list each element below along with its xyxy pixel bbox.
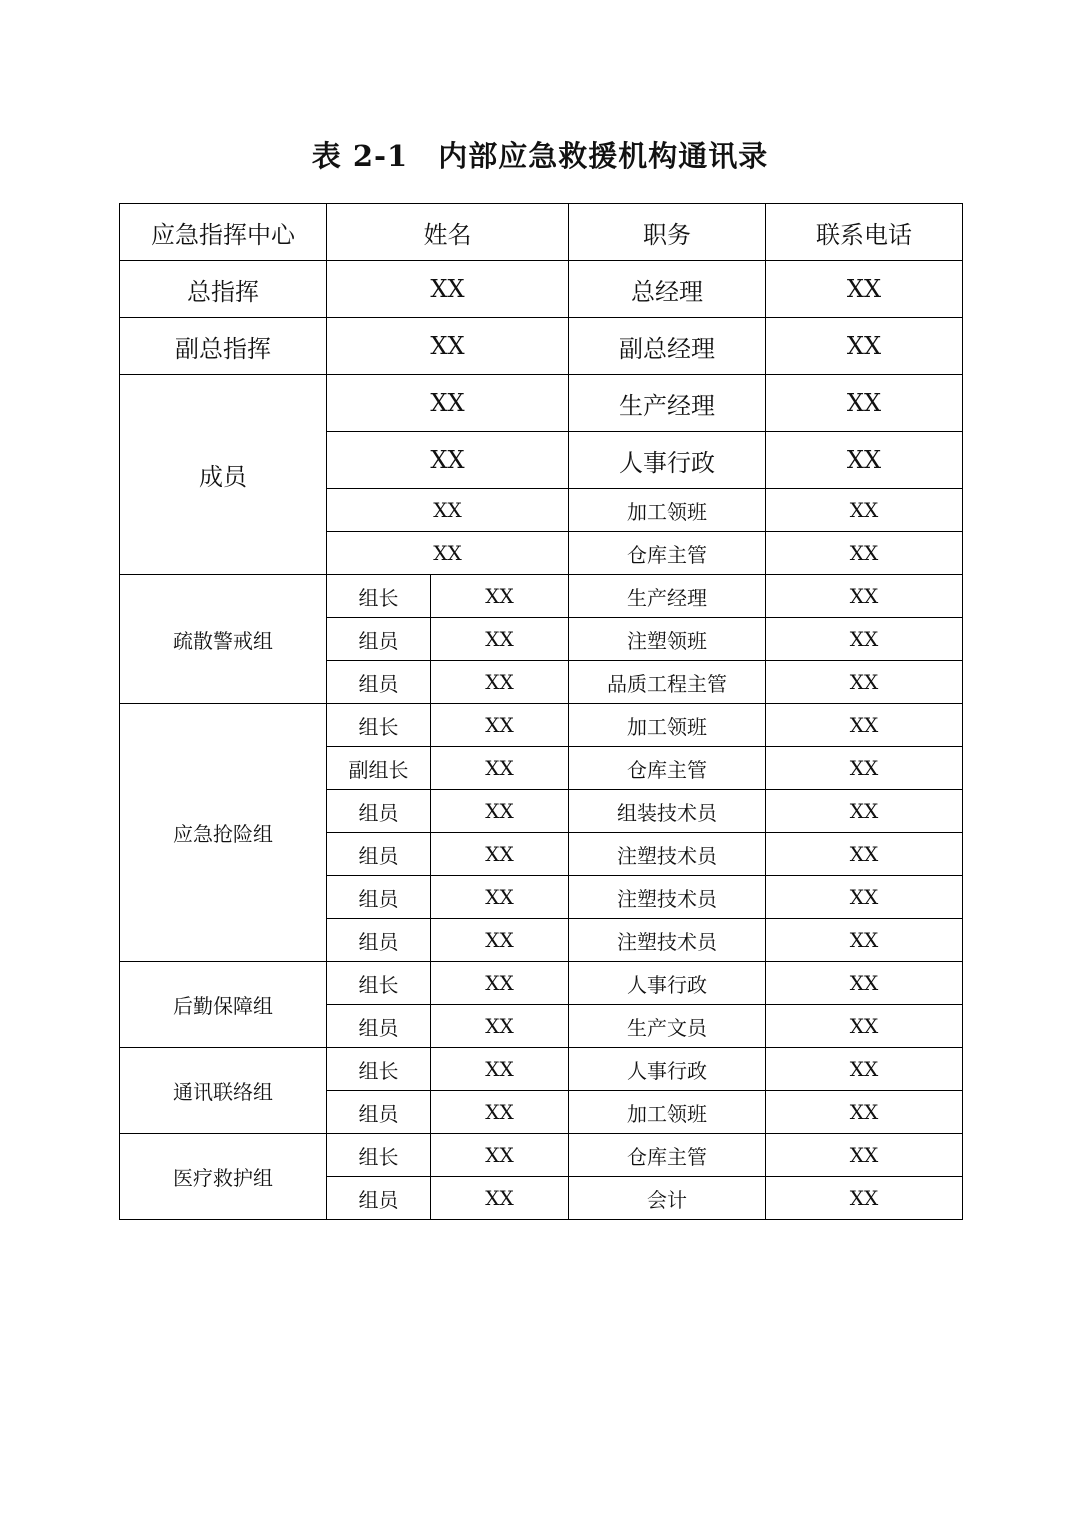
group-row (120, 704, 963, 747)
leader-row (120, 261, 963, 318)
group-phone: XX (766, 618, 963, 661)
member-name: XX (327, 432, 569, 489)
member-name: XX (327, 532, 569, 575)
table-caption (0, 134, 1080, 175)
group-member-name: XX (431, 1048, 569, 1091)
group-name-evacuation: 疏散警戒组 (120, 575, 327, 704)
group-role: 组长 (327, 1048, 431, 1091)
group-member-name: XX (431, 1134, 569, 1177)
member-name: XX (327, 375, 569, 432)
group-role: 组长 (327, 1134, 431, 1177)
group-phone: XX (766, 704, 963, 747)
group-role: 副组长 (327, 747, 431, 790)
member-phone: XX (766, 532, 963, 575)
group-member-name: XX (431, 575, 569, 618)
group-member-name: XX (431, 876, 569, 919)
group-position: 注塑技术员 (569, 833, 766, 876)
group-row (120, 1048, 963, 1091)
group-position: 注塑技术员 (569, 919, 766, 962)
group-member-name: XX (431, 919, 569, 962)
group-phone: XX (766, 1134, 963, 1177)
group-member-name: XX (431, 833, 569, 876)
group-member-name: XX (431, 1005, 569, 1048)
group-member-name: XX (431, 790, 569, 833)
group-phone: XX (766, 1091, 963, 1134)
group-name-rescue: 应急抢险组 (120, 704, 327, 962)
leader-name: XX (327, 261, 569, 318)
group-position: 仓库主管 (569, 1134, 766, 1177)
group-position: 人事行政 (569, 962, 766, 1005)
group-position: 品质工程主管 (569, 661, 766, 704)
leader-row (120, 318, 963, 375)
group-member-name: XX (431, 747, 569, 790)
group-role: 组员 (327, 876, 431, 919)
group-member-name: XX (431, 1177, 569, 1220)
group-name-medical: 医疗救护组 (120, 1134, 327, 1220)
group-member-name: XX (431, 661, 569, 704)
header-center: 应急指挥中心 (120, 204, 327, 261)
group-phone: XX (766, 661, 963, 704)
group-member-name: XX (431, 704, 569, 747)
member-phone: XX (766, 489, 963, 532)
member-row (120, 375, 963, 432)
members-label: 成员 (120, 375, 327, 575)
table-title: 内部应急救援机构通讯录 (438, 139, 769, 173)
group-position: 加工领班 (569, 704, 766, 747)
group-position: 人事行政 (569, 1048, 766, 1091)
group-role: 组员 (327, 618, 431, 661)
group-role: 组员 (327, 833, 431, 876)
group-member-name: XX (431, 1091, 569, 1134)
member-position: 人事行政 (569, 432, 766, 489)
group-role: 组长 (327, 962, 431, 1005)
group-phone: XX (766, 876, 963, 919)
table-number: 表 2-1 (311, 139, 409, 173)
header-position: 职务 (569, 204, 766, 261)
group-role: 组员 (327, 790, 431, 833)
header-phone: 联系电话 (766, 204, 963, 261)
group-name-logistics: 后勤保障组 (120, 962, 327, 1048)
group-member-name: XX (431, 962, 569, 1005)
group-phone: XX (766, 747, 963, 790)
group-role: 组长 (327, 575, 431, 618)
member-phone: XX (766, 375, 963, 432)
group-member-name: XX (431, 618, 569, 661)
group-role: 组员 (327, 1091, 431, 1134)
leader-role: 总指挥 (120, 261, 327, 318)
group-position: 会计 (569, 1177, 766, 1220)
group-role: 组长 (327, 704, 431, 747)
member-position: 仓库主管 (569, 532, 766, 575)
leader-phone: XX (766, 318, 963, 375)
header-name: 姓名 (327, 204, 569, 261)
group-phone: XX (766, 575, 963, 618)
leader-role: 副总指挥 (120, 318, 327, 375)
group-role: 组员 (327, 661, 431, 704)
member-position: 加工领班 (569, 489, 766, 532)
group-phone: XX (766, 1005, 963, 1048)
group-position: 生产文员 (569, 1005, 766, 1048)
member-position: 生产经理 (569, 375, 766, 432)
group-role: 组员 (327, 1177, 431, 1220)
group-position: 组装技术员 (569, 790, 766, 833)
group-phone: XX (766, 790, 963, 833)
member-name: XX (327, 489, 569, 532)
group-position: 注塑技术员 (569, 876, 766, 919)
leader-name: XX (327, 318, 569, 375)
group-role: 组员 (327, 1005, 431, 1048)
group-position: 生产经理 (569, 575, 766, 618)
group-name-communication: 通讯联络组 (120, 1048, 327, 1134)
group-position: 仓库主管 (569, 747, 766, 790)
leader-position: 总经理 (569, 261, 766, 318)
group-phone: XX (766, 1048, 963, 1091)
group-role: 组员 (327, 919, 431, 962)
group-row (120, 1134, 963, 1177)
leader-phone: XX (766, 261, 963, 318)
group-position: 注塑领班 (569, 618, 766, 661)
group-position: 加工领班 (569, 1091, 766, 1134)
group-phone: XX (766, 833, 963, 876)
header-row (120, 204, 963, 261)
group-phone: XX (766, 962, 963, 1005)
member-phone: XX (766, 432, 963, 489)
group-phone: XX (766, 1177, 963, 1220)
contact-table (119, 203, 963, 1220)
group-row (120, 962, 963, 1005)
group-row (120, 575, 963, 618)
leader-position: 副总经理 (569, 318, 766, 375)
group-phone: XX (766, 919, 963, 962)
